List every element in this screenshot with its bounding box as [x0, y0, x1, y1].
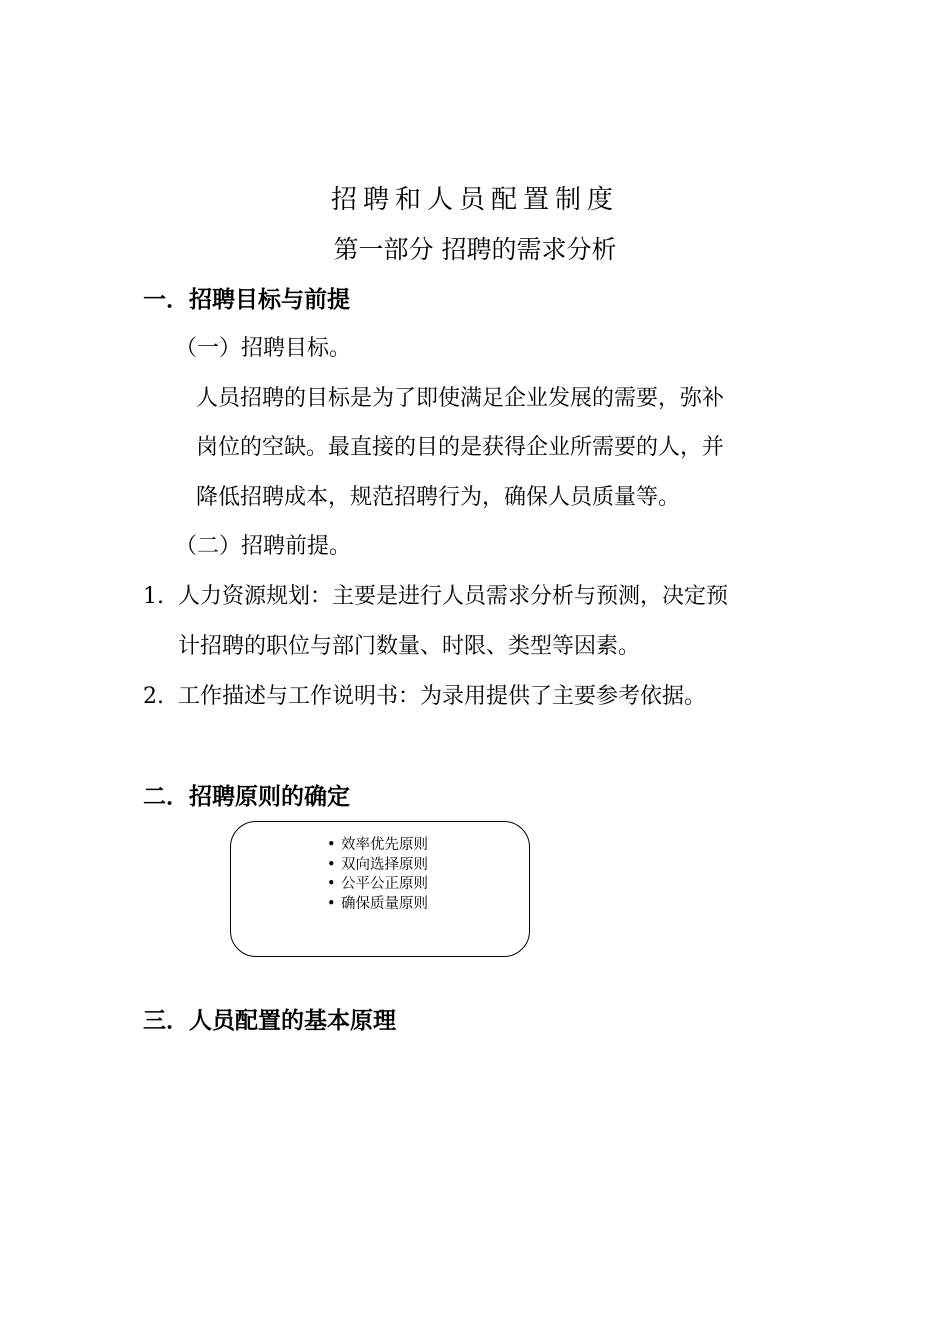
- section1-heading: 一．招聘目标与前提: [143, 287, 350, 313]
- list-item: [327, 895, 428, 915]
- sub1-line-3: 降低招聘成本，规范招聘行为，确保人员质量等。: [196, 485, 681, 510]
- bullet-icon: •: [327, 856, 336, 873]
- sub1-heading: （一）招聘目标。: [175, 336, 352, 361]
- list-item: [327, 836, 428, 856]
- sub2-heading: （二）招聘前提。: [175, 534, 352, 559]
- bullet-icon: •: [327, 837, 336, 853]
- item-1-line-2: 计招聘的职位与部门数量、时限、类型等因素。: [178, 634, 641, 659]
- item-2-line-1: 工作描述与工作说明书：为录用提供了主要参考依据。: [178, 684, 707, 709]
- item-2-number: 2.: [143, 684, 164, 709]
- principles-box: [230, 821, 530, 957]
- list-item: [327, 875, 428, 895]
- section2-heading: 二．招聘原则的确定: [143, 784, 350, 810]
- principle-text: 效率优先原则: [341, 837, 428, 853]
- sub1-line-1: 人员招聘的目标是为了即使满足企业发展的需要，弥补: [196, 386, 725, 411]
- list-item: [327, 856, 428, 876]
- principle-text: 双向选择原则: [341, 856, 428, 873]
- bullet-icon: •: [327, 895, 336, 912]
- principle-text: 公平公正原则: [341, 876, 428, 892]
- sub1-line-2: 岗位的空缺。最直接的目的是获得企业所需要的人，并: [196, 435, 725, 460]
- bullet-icon: •: [327, 876, 336, 892]
- document-title: 招聘和人员配置制度: [330, 185, 619, 215]
- principle-text: 确保质量原则: [341, 895, 428, 912]
- item-1-number: 1.: [143, 584, 164, 609]
- section3-heading: 三．人员配置的基本原理: [143, 1008, 396, 1034]
- item-1-line-1: 人力资源规划：主要是进行人员需求分析与预测，决定预: [178, 584, 729, 609]
- document-subtitle: 第一部分 招聘的需求分析: [333, 235, 617, 264]
- principles-list: [327, 836, 428, 914]
